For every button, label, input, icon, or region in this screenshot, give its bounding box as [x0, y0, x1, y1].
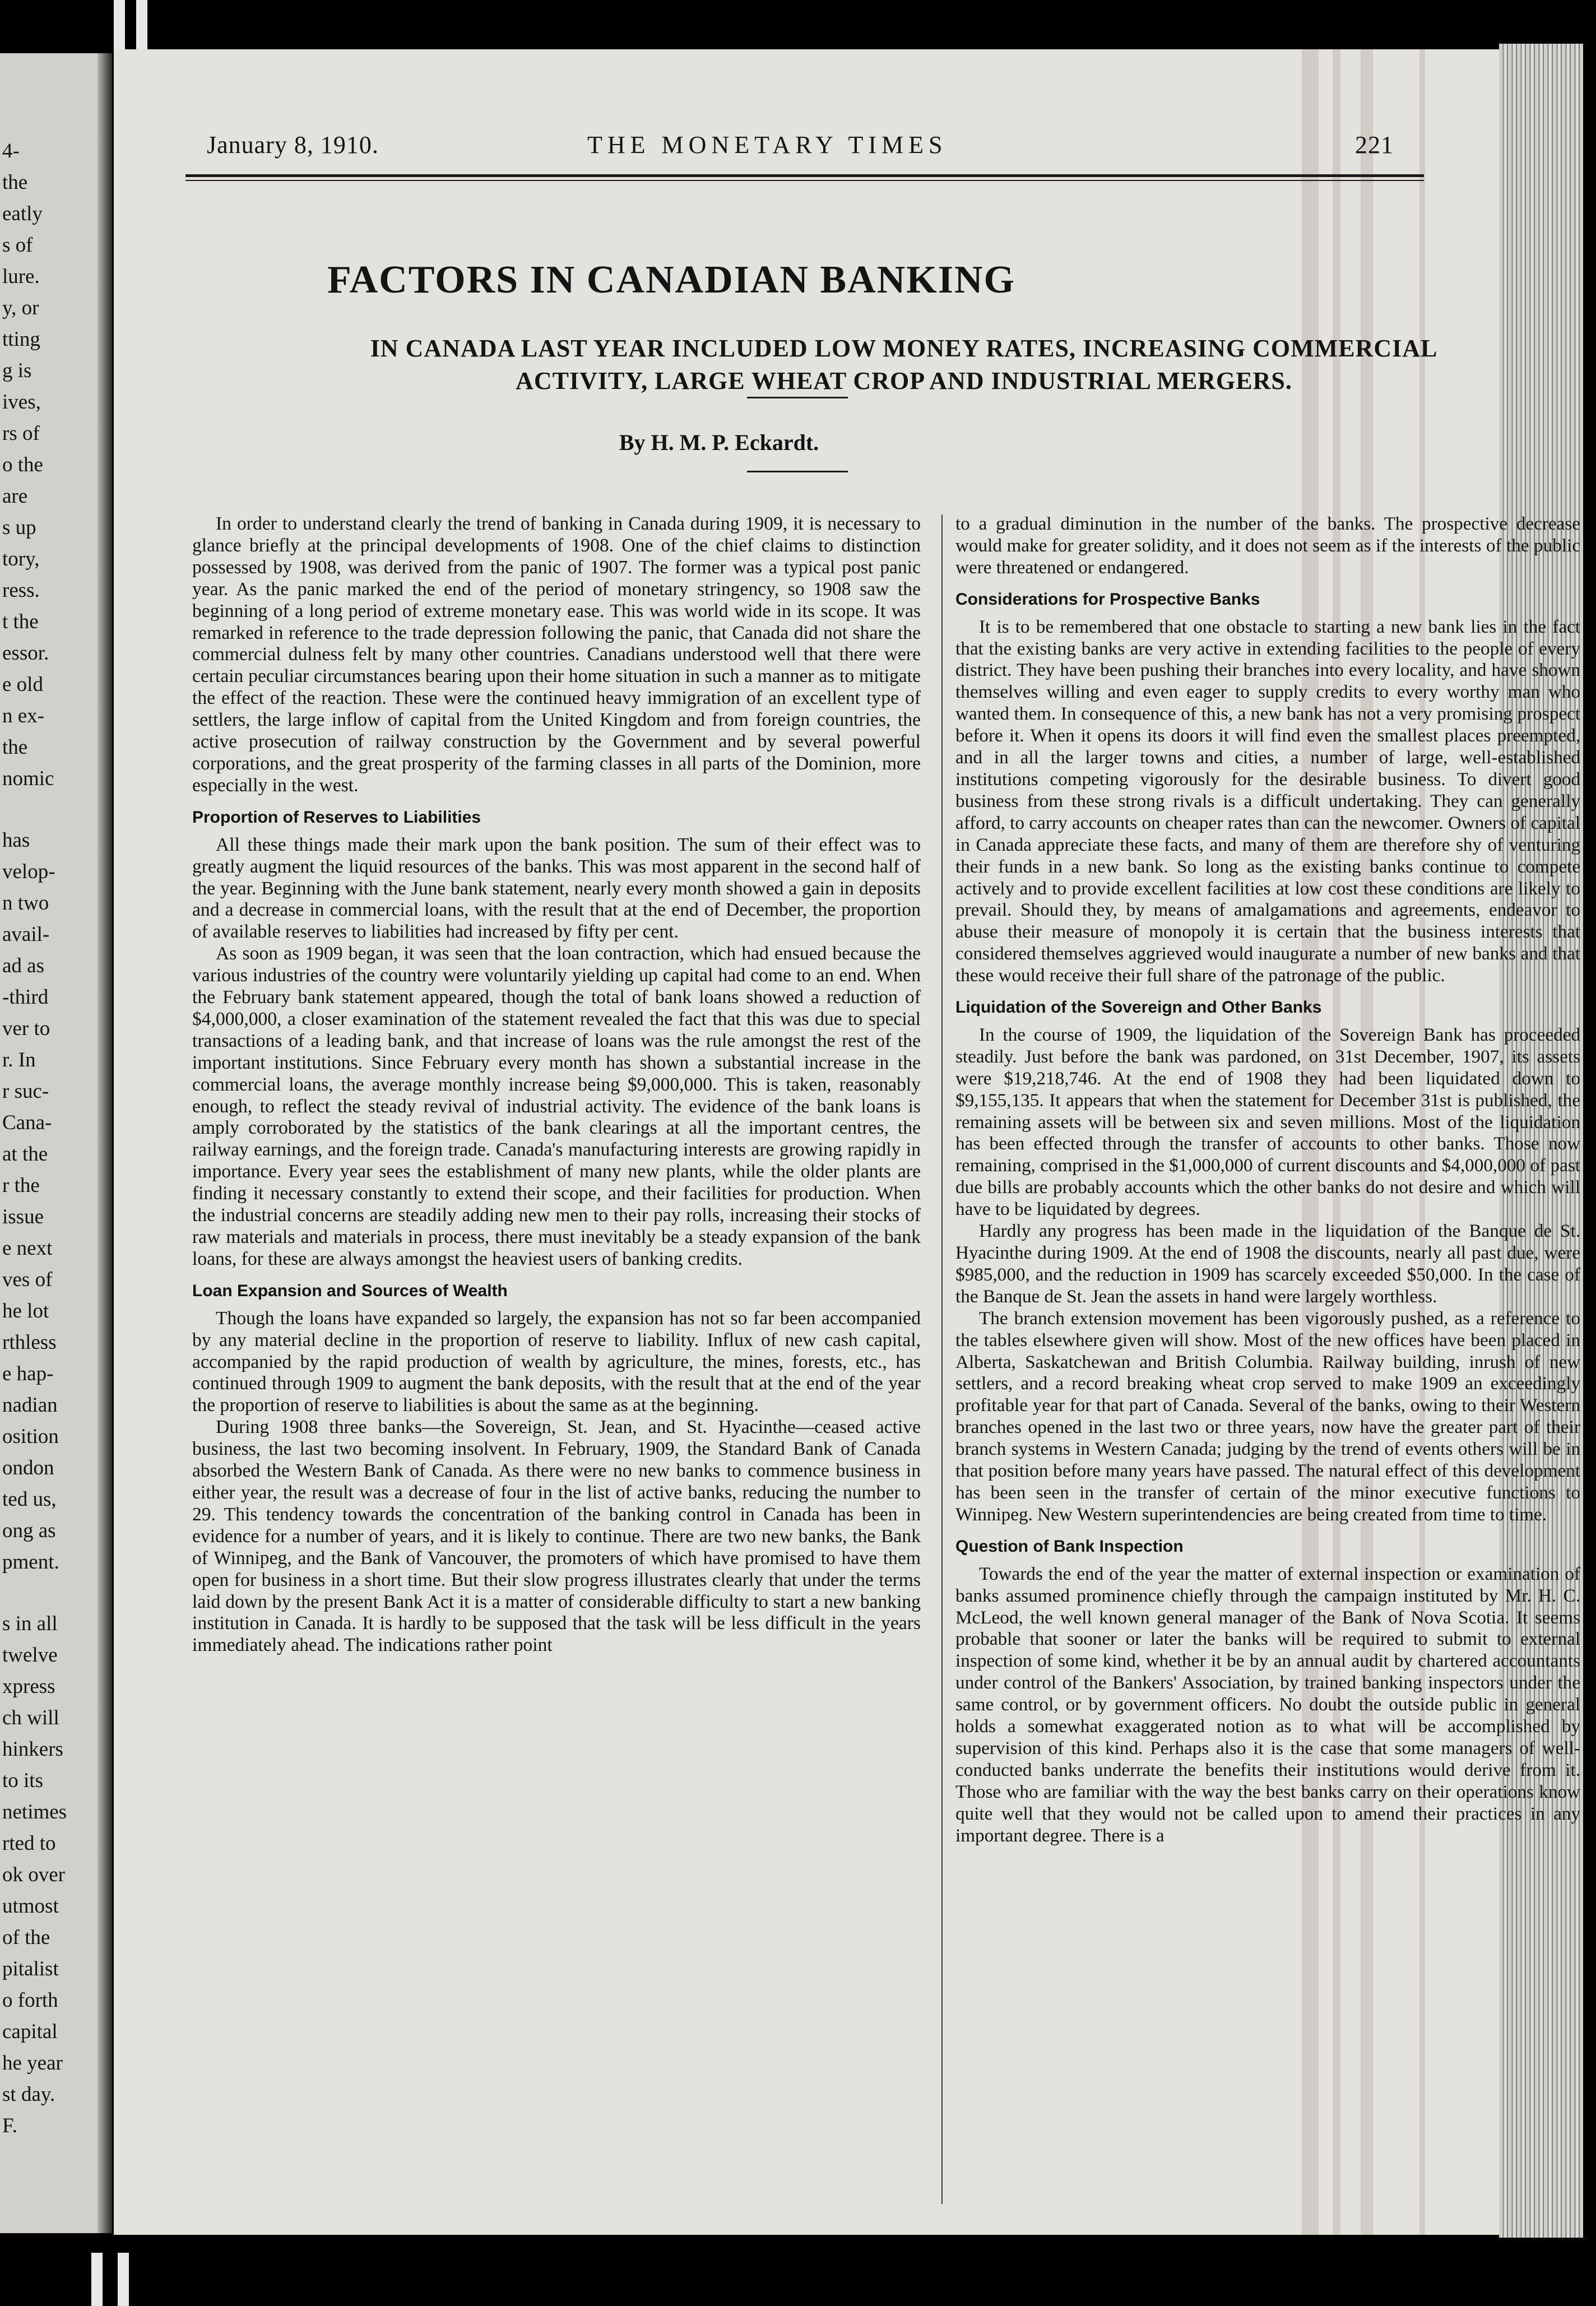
film-mark [118, 2253, 129, 2306]
header-rule [185, 174, 1424, 177]
previous-page-sliver [0, 53, 112, 2233]
paragraph: As soon as 1909 began, it was seen that the loan contraction, which had ensued because the various industries of the country were voluntarily yielding up capital had come to an end. When the February bank statement appeared, though the total of bank loans showed a reduction of $4,000,000, a closer examination of the statement revealed the fact that this was due to special transactions of a leading bank, and that increase of loans was the rule amongst the rest of the important institutions. Since February every month has shown a substantial increase in the commercial loans, the average monthly increase being $9,000,000. This is taken, reasonably enough, to reflect the steady revival of industrial activity. The evidence of the bank loans is amply corroborated by the statistics of the bank clearings at all the important centres, the railway earnings, and the foreign trade. Canada's manufacturing interests are growing rapidly in importance. Every year sees the establishment of many new plants, while the older plants are finding it necessary constantly to extend their scope, and their facilities for production. When the industrial concerns are steadily adding new men to their pay rolls, increasing their stocks of raw materials and materials in process, there must inevitably be a steady expansion of the bank loans, for these are always amongst the heaviest users of banking credits. [192, 943, 921, 1269]
paragraph: All these things made their mark upon the bank position. The sum of their effect was to greatly augment the liquid resources of the banks. This was most apparent in the second half of the year. Beginning with the June bank statement, nearly every month showed a gain in deposits and a decrease in commercial loans, with the result that at the end of December, the proportion of available reserves to liabilities had increased by fifty per cent. [192, 834, 921, 943]
paragraph: During 1908 three banks—the Sovereign, St. Jean, and St. Hyacinthe—ceased active business, the last two becoming insolvent. In February, 1909, the Standard Bank of Canada absorbed the Western Bank of Canada. As there were no new banks to commence business in either year, the result was a decrease of four in the list of active banks, reducing the number to 29. This tendency towards the concentration of the banking control in Canada has been in evidence for a number of years, and it is likely to continue. There are two new banks, the Bank of Winnipeg, and the Bank of Vancouver, the promoters of which have promised to have them open for business in a short time. But their slow progress illustrates clearly that under the terms laid down by the present Bank Act it is a matter of considerable difficulty to start a new banking institution in Canada. It is hardly to be supposed that the task will be less difficult in the years immediately ahead. The indications rather point [192, 1417, 921, 1656]
previous-page-fragment: pment. [2, 1551, 59, 1574]
paragraph: Though the loans have expanded so largely, the expansion has not so far been accompanied by any material decline in the proportion of reserve to liability. Influx of new cash capital, accompanied by the rapid production of wealth by agriculture, the mines, forests, etc., has continued through 1909 to augment the bank deposits, with the result that at the end of the year the proportion of reserve to liabilities is about the same as at the beginning. [192, 1307, 921, 1416]
previous-page-fragment: lure. [2, 265, 40, 288]
previous-page-fragment: twelve [2, 1644, 58, 1667]
previous-page-fragment: ong as [2, 1519, 56, 1542]
previous-page-fragment: ad as [2, 954, 44, 977]
previous-page-fragment: osition [2, 1425, 59, 1448]
column-separator [941, 514, 943, 2204]
previous-page-fragment: pitalist [2, 1957, 59, 1980]
previous-page-fragment: t the [2, 610, 39, 633]
previous-page-fragment: netimes [2, 1801, 67, 1824]
previous-page-fragment: e next [2, 1237, 53, 1260]
section-heading: Liquidation of the Sovereign and Other Banks [955, 998, 1322, 1017]
previous-page-fragment: rthless [2, 1331, 57, 1354]
previous-page-fragment: tory, [2, 547, 40, 570]
previous-page-fragment: the [2, 736, 28, 759]
previous-page-fragment: n ex- [2, 704, 44, 727]
previous-page-fragment: velop- [2, 860, 55, 883]
previous-page-fragment: -third [2, 986, 49, 1009]
previous-page-fragment: tting [2, 328, 40, 351]
article-column-1 [192, 513, 921, 1657]
previous-page-fragment: nomic [2, 767, 54, 790]
paragraph: Towards the end of the year the matter of external inspection or examination of banks assumed prominence chiefly through the campaign instituted by Mr. H. C. McLeod, the well known general manager of the Bank of Nova Scotia. It seems probable that sooner or later the banks will be required to submit to external inspection of some kind, whether it be by an annual audit by chartered accountants under control of the Bankers' Association, by trained banking inspectors under the same control, or by government officers. No doubt the outside public in general holds a somewhat exaggerated notion as to what will be accomplished by supervision of this kind. Perhaps also it is the case that some managers of well-conducted banks underrate the benefits their institutions would derive from it. Those who are familiar with the way the best banks carry on their operations know quite well that they would not be called upon to amend their practices in any important degree. There is a [955, 1563, 1580, 1846]
paragraph: It is to be remembered that one obstacle to starting a new bank lies in the fact that the existing banks are very active in extending facilities to the people of every district. They have been pushing their branches into every locality, and have shown themselves willing and even eager to supply credits to every worthy man who wanted them. In consequence of this, a new bank has not a very promising prospect before it. When it opens its doors it will find even the smallest places preempted, and in all the larger towns and cities, a number of large, well-established institutions competing vigorously for the desirable business. To divert good business from these strong rivals is a difficult undertaking. They can generally afford, to carry accounts on cheaper rates than can the newcomer. Owners of capital in Canada appreciate these facts, and many of them are therefore shy of venturing their funds in a new bank. So long as the existing banks continue to compete actively and to provide excellent facilities at low cost these conditions are likely to prevail. Should they, by means of amalgamations and agreements, endeavor to abuse their measure of monopoly it is certain that the business interests that considered themselves aggrieved would inaugurate a number of new banks and that these would receive their full share of the patronage of the public. [955, 616, 1580, 986]
previous-page-fragment: st day. [2, 2083, 55, 2106]
article-byline: By H. M. P. Eckardt. [619, 430, 819, 455]
previous-page-fragment: s of [2, 234, 33, 257]
previous-page-fragment: s in all [2, 1612, 58, 1635]
previous-page-fragment: r the [2, 1174, 40, 1197]
previous-page-fragment: ves of [2, 1268, 53, 1291]
title-divider [747, 397, 848, 398]
paragraph: to a gradual diminution in the number of the banks. The prospective decrease would make for greater solidity, and it does not seem as if the interests of the public were threatened or endangered. [955, 513, 1580, 578]
header-date: January 8, 1910. [207, 131, 379, 159]
previous-page-fragment: hinkers [2, 1738, 63, 1761]
previous-page-fragment: ch will [2, 1706, 59, 1729]
byline-divider [747, 471, 848, 472]
previous-page-fragment: he lot [2, 1300, 49, 1323]
previous-page-fragment: utmost [2, 1895, 59, 1918]
previous-page-fragment: xpress [2, 1675, 55, 1698]
previous-page-fragment: r suc- [2, 1080, 49, 1103]
previous-page-fragment: ver to [2, 1017, 50, 1040]
previous-page-fragment: eatly [2, 202, 43, 225]
previous-page-fragment: he year [2, 2052, 63, 2075]
previous-page-fragment: are [2, 485, 28, 508]
previous-page-fragment: g is [2, 359, 32, 382]
previous-page-fragment: nadian [2, 1394, 58, 1417]
header-page-number: 221 [1355, 131, 1394, 159]
article-subtitle: IN CANADA LAST YEAR INCLUDED LOW MONEY RATES, INCREASING COMMERCIAL ACTIVITY, LARGE WHEAT CROP AND INDUSTRIAL MERGERS. [370, 335, 1438, 395]
previous-page-fragment: e old [2, 673, 43, 696]
previous-page-fragment: essor. [2, 642, 49, 665]
previous-page-fragment: to its [2, 1769, 43, 1792]
previous-page-fragment: n two [2, 892, 49, 915]
previous-page-fragment: the [2, 171, 28, 194]
previous-page-fragment: e hap- [2, 1362, 54, 1385]
previous-page-fragment: at the [2, 1143, 48, 1166]
paragraph: Hardly any progress has been made in the liquidation of the Banque de St. Hyacinthe during 1909. At the end of 1908 the discounts, nearly all past due, were $985,000, and the reduction in 1909 has scarcely exceeded $50,000. In the case of the Banque de St. Jean the assets in hand were largely worthless. [955, 1221, 1580, 1307]
previous-page-fragment: capital [2, 2020, 58, 2043]
header-publication: THE MONETARY TIMES [587, 131, 948, 159]
previous-page-fragment: ondon [2, 1456, 54, 1479]
previous-page-fragment: ok over [2, 1863, 65, 1886]
paragraph: The branch extension movement has been vigorously pushed, as a reference to the tables elsewhere given will show. Most of the new offices have been placed in Alberta, Saskatchewan and British Columbia. Railway building, inrush of new settlers, and a record breaking wheat crop served to make 1909 an exceedingly profitable year for that part of Canada. Several of the banks, owing to their Western branches opened in the last two or three years, now have the greater part of their branch systems in Western Canada; judging by the trend of events others will be in that position before many years have passed. The natural effect of this development has been seen in the transfer of certain of the minor executive functions to Winnipeg. New Western superintendencies are being created from time to time. [955, 1307, 1580, 1525]
previous-page-fragment: of the [2, 1926, 50, 1949]
header-rule [185, 180, 1424, 181]
film-mark [114, 0, 125, 53]
section-heading: Loan Expansion and Sources of Wealth [192, 1281, 508, 1300]
paragraph: In order to understand clearly the trend of banking in Canada during 1909, it is necessary to glance briefly at the principal developments of 1908. One of the chief claims to distinction possessed by 1908, was derived from the panic of 1907. The former was a typical post panic year. As the panic marked the end of the period of monetary stringency, so 1908 saw the beginning of a long period of extreme monetary ease. This was world wide in its scope. It was remarked in reference to the trade depression following the panic, that Canada did not share the commercial dulness felt by many other countries. Canadians understood well that there were certain peculiar circumstances bearing upon their home situation in such a manner as to mitigate the effect of the reaction. These were the continued heavy immigration of an excellent type of settlers, the large inflow of capital from the United Kingdom and from foreign countries, the active prosecution of railway construction by the Government and by several powerful corporations, and the great prosperity of the farming classes in all parts of the Dominion, more especially in the west. [192, 513, 921, 796]
section-heading: Proportion of Reserves to Liabilities [192, 808, 481, 827]
section-heading: Question of Bank Inspection [955, 1537, 1184, 1556]
previous-page-fragment: avail- [2, 923, 50, 946]
previous-page-fragment: rs of [2, 422, 40, 445]
previous-page-fragment: o forth [2, 1989, 58, 2012]
section-heading: Considerations for Prospective Banks [955, 590, 1260, 609]
previous-page-fragment: ives, [2, 391, 41, 414]
article-column-2 [955, 513, 1580, 1846]
page-gutter [98, 53, 112, 2233]
previous-page-fragment: rted to [2, 1832, 56, 1855]
previous-page-fragment: issue [2, 1205, 44, 1228]
previous-page-fragment: r. In [2, 1048, 36, 1071]
previous-page-fragment: s up [2, 516, 36, 539]
article-title: FACTORS IN CANADIAN BANKING [327, 258, 1015, 301]
previous-page-fragment: F. [2, 2114, 17, 2137]
previous-page-fragment: has [2, 829, 30, 852]
previous-page-fragment: o the [2, 453, 43, 476]
film-mark [136, 0, 147, 53]
previous-page-fragment: ted us, [2, 1488, 57, 1511]
previous-page-fragment: 4- [2, 140, 20, 163]
film-mark [91, 2253, 103, 2306]
newspaper-page [114, 49, 1580, 2235]
previous-page-fragment: Cana- [2, 1111, 52, 1134]
paragraph: In the course of 1909, the liquidation of the Sovereign Bank has proceeded steadily. Just before the bank was pardoned, on 31st December, 1907, its assets were $19,218,746. At the end of 1908 they had been liquidated down to $9,155,135. It appears that when the statement for December 31st is published, the remaining assets will be between six and seven millions. Most of the liquidation has been effected through the transfer of accounts to other banks. Those now remaining, comprised in the $1,000,000 of current discounts and $4,000,000 of past due bills are probably accounts which the other banks do not desire and which will have to be liquidated by degrees. [955, 1024, 1580, 1220]
previous-page-fragment: y, or [2, 296, 39, 319]
previous-page-fragment: ress. [2, 579, 40, 602]
